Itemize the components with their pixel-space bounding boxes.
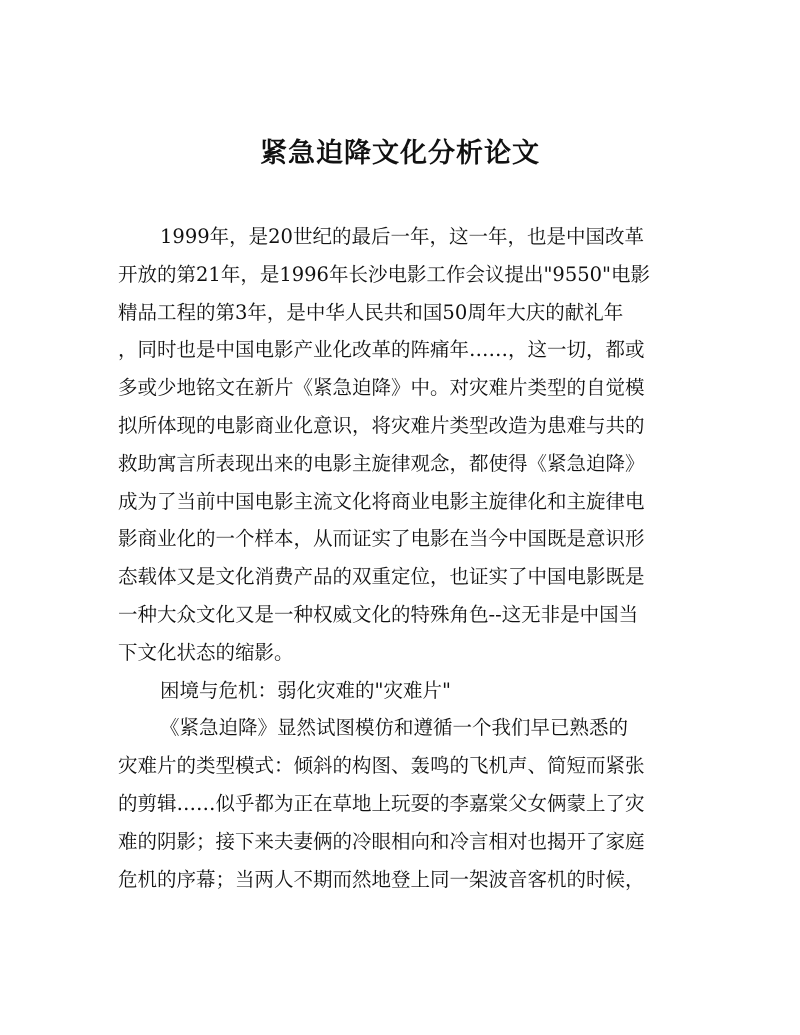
text-line: 精品工程的第3年，是中华人民共和国50周年大庆的献礼年 bbox=[118, 300, 624, 324]
text-line: 救助寓言所表现出来的电影主旋律观念，都使得《紧急迫降》 bbox=[118, 451, 645, 475]
text-line: 一种大众文化又是一种权威文化的特殊角色--这无非是中国当 bbox=[118, 602, 639, 626]
document-body bbox=[118, 218, 688, 898]
text-line: 成为了当前中国电影主流文化将商业电影主旋律化和主旋律电 bbox=[118, 489, 645, 513]
text-line: 下文化状态的缩影。 bbox=[118, 640, 294, 664]
text-line: 灾难片的类型模式：倾斜的构图、轰鸣的飞机声、简短而紧张 bbox=[118, 754, 645, 778]
text-line: 的剪辑……似乎都为正在草地上玩耍的李嘉棠父女俩蒙上了灾 bbox=[118, 791, 645, 815]
text-line: 态载体又是文化消费产品的双重定位，也证实了中国电影既是 bbox=[118, 565, 645, 589]
text-line: 拟所体现的电影商业化意识，将灾难片类型改造为患难与共的 bbox=[118, 413, 645, 437]
text-line: 开放的第21年，是1996年长沙电影工作会议提出"9550"电影 bbox=[118, 262, 651, 286]
text-line: 《紧急迫降》显然试图模仿和遵循一个我们早已熟悉的 bbox=[160, 716, 629, 740]
text-line: ，同时也是中国电影产业化改革的阵痛年……，这一切，都或 bbox=[118, 338, 645, 362]
text-line: 多或少地铭文在新片《紧急迫降》中。对灾难片类型的自觉模 bbox=[118, 376, 645, 400]
section-heading: 困境与危机：弱化灾难的"灾难片" bbox=[160, 678, 451, 702]
text-line: 难的阴影；接下来夫妻俩的冷眼相向和冷言相对也揭开了家庭 bbox=[118, 829, 645, 853]
text-line: 影商业化的一个样本，从而证实了电影在当今中国既是意识形 bbox=[118, 527, 645, 551]
document-title: 紧急迫降文化分析论文 bbox=[260, 138, 540, 169]
text-line: 危机的序幕；当两人不期而然地登上同一架波音客机的时候， bbox=[118, 867, 645, 891]
text-line: 1999年，是20世纪的最后一年，这一年，也是中国改革 bbox=[160, 225, 644, 248]
